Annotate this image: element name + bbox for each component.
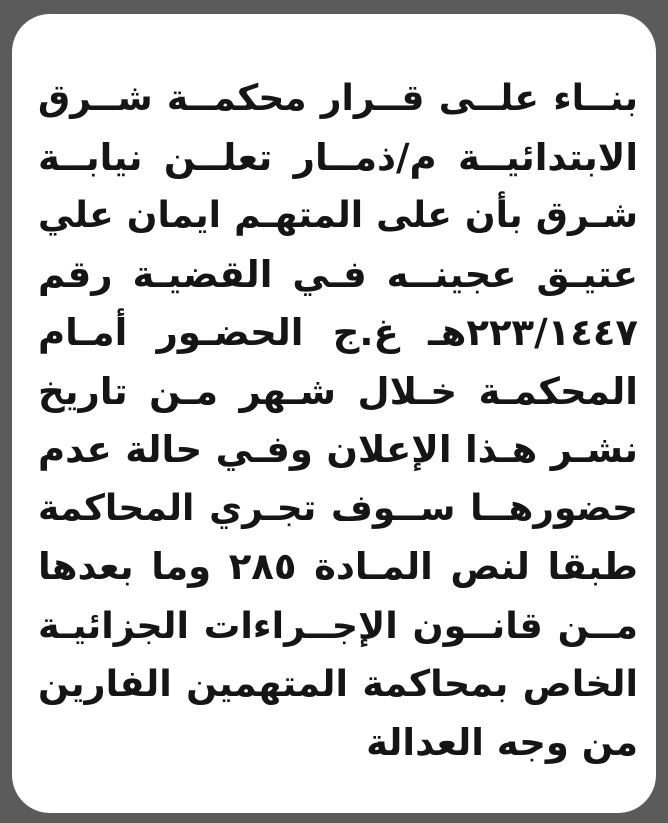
notice-line: نشـر هـذا الإعلان وفـي حالة عدم xyxy=(38,428,638,471)
notice-line: عتيـق عجينــه فـي القضيـة رقم xyxy=(38,252,638,296)
notice-line: شـرق بأن على المتهـم ايمان علي xyxy=(38,195,638,236)
notice-line: حضورهــا ســوف تجـري المحاكمة xyxy=(38,487,638,529)
notice-line: بنــاء علــى قــرار محكمــة شــرق xyxy=(38,78,638,119)
notice-line: من وجه العدالة xyxy=(366,720,638,764)
notice-line: المحكمـة خـلال شـهر مـن تاريخ xyxy=(38,369,638,413)
notice-line: ٢٢٣/١٤٤٧هـ غ.ج الحضـور أمـام xyxy=(38,311,638,354)
notice-card xyxy=(12,14,656,813)
notice-line: الخاص بمحاكمة المتهمين الفارين xyxy=(38,662,638,705)
notice-text xyxy=(38,70,638,772)
notice-line: مــن قانــون الإجــراءات الجزائيـة xyxy=(38,603,638,647)
notice-line: طبقا لنص المـادة ٢٨٥ وما بعدها xyxy=(38,545,638,588)
notice-line: الابتدائيــة م/ذمــار تعلــن نيابــة xyxy=(38,135,638,179)
